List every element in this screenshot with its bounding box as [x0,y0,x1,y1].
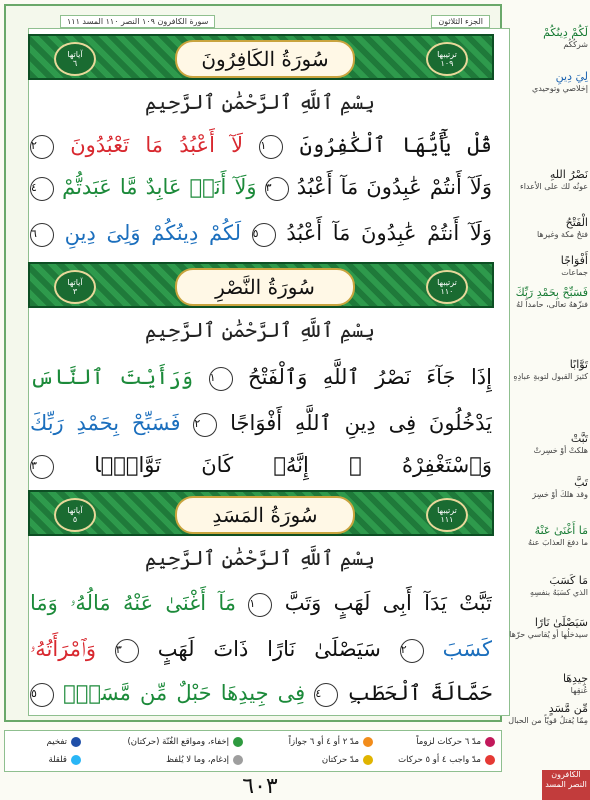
legend-dot [71,737,81,747]
surah-order-medal: ترتيبها ١٠٩ [426,42,468,76]
ayah-marker: ٢ [30,135,54,159]
page-number: ٦٠٣ [242,774,278,799]
legend-item: تفخيم [47,737,81,747]
legend-item: مدّ واجب ٤ أو ٥ حركات [398,755,495,765]
glossary-entry: أَفْوَاجًا جماعات [560,254,588,277]
verse-line: كَسَبَ ٢ سَيَصْلَىٰ نَارًا ذَاتَ لَهَبٍ ٣ وَٱمْرَأَتُهُۥ [30,637,492,661]
surah-banner-kafirun [28,34,494,80]
glossary-entry: تَوَّابًا كثيرَ القبول لتوبةِ عبادِهِ [513,358,588,381]
basmala: بِسْمِ ٱللَّهِ ٱلرَّحْمَٰنِ ٱلرَّحِيمِ [144,90,375,114]
ayat-count-medal: آياتها ٥ [54,498,96,532]
header-juz: الجزء الثلاثون [431,15,490,28]
legend-dot [233,755,243,765]
glossary-entry: نَصْرُ اللهِ عونُه لك على الأعداء [519,168,588,191]
glossary-entry: مِّن مَّسَدٍ مِمّا يُفتلُ قويّاً من الحبال [508,702,588,725]
surah-title: سُورَةُ النَّصْرِ [175,268,355,306]
ayah-marker: ٣ [30,455,54,479]
surah-title: سُورَةُ المَسَدِ [175,496,355,534]
header-surah-info: سورة الكافرون ١٠٩ النصر ١١٠ المسد ١١١ [60,15,215,28]
glossary-entry: مَا كَسَبَ الذي كسَبَهُ بنفسِهِ [530,574,588,597]
verse-line: وَلَآ أَنتُمْ عَٰبِدُونَ مَآ أَعْبُدُ ٣ وَلَآ أَنَا۠ عَابِدٌ مَّا عَبَدتُّمْ ٤ [31,175,492,199]
verse-line: قُلْ يَٰٓأَيُّهَا ٱلْكَٰفِرُونَ ١ لَآ أَعْبُدُ مَا تَعْبُدُونَ ٢ [31,133,492,157]
legend-dot [485,755,495,765]
ayah-marker: ٢ [193,413,217,437]
verse-line: إِذَا جَآءَ نَصْرُ ٱللَّهِ وَٱلْفَتْحُ ١ وَرَأَيْتَ ٱلنَّاسَ [30,365,492,389]
ayah-marker: ٥ [30,683,54,707]
verse-line: تَبَّتْ يَدَآ أَبِى لَهَبٍ وَتَبَّ ١ مَآ أَغْنَىٰ عَنْهُ مَالُهُۥ وَمَا [30,591,492,615]
glossary-entry: فَسَبِّحْ بِحَمْدِ رَبِّكَ فنزّههُ تعالى، حامداً لهُ [515,286,588,309]
ayat-count-medal: آياتها ٣ [54,270,96,304]
ayah-marker: ٤ [30,177,54,201]
ayat-count-medal: آياتها ٦ [54,42,96,76]
legend-item: مدّ ٢ أو ٤ أو ٦ جوازاً [289,737,373,747]
surah-title: سُورَةُ الكَافِرُونَ [175,40,355,78]
tajweed-legend [4,730,502,772]
verse-line: يَدْخُلُونَ فِى دِينِ ٱللَّهِ أَفْوَاجًا ٢ فَسَبِّحْ بِحَمْدِ رَبِّكَ [30,411,492,435]
legend-item: إدغام، وما لا يُلفظ [166,755,243,765]
glossary-entry: لِيَ دِينِ إخلاصي وتوحيدي [532,70,588,93]
ayah-marker: ٣ [265,177,289,201]
glossary-entry: سَيَصْلَىٰ نَارًا سيدخلُها أو يُقاسي حرّها [509,616,588,639]
ayah-marker: ٤ [314,683,338,707]
glossary-column [508,18,588,778]
surah-index-tab[interactable]: الكافرون النصر المسد [542,770,590,800]
legend-item: قلقلة [48,755,81,765]
legend-dot [363,755,373,765]
legend-dot [363,737,373,747]
ayah-marker: ٥ [252,223,276,247]
legend-item: مدّ ٦ حركات لزوماً [416,737,495,747]
legend-dot [233,737,243,747]
legend-item: إخفاء، ومواقع الغُنّة (حركتان) [127,737,243,747]
verse-line: حَمَّالَةَ ٱلْحَطَبِ ٤ فِى جِيدِهَا حَبْلٌ مِّن مَّسَدٍۭ ٥ [31,681,492,705]
glossary-entry: تَبَّ وقد هلكَ أوْ خسِرَ [532,476,588,499]
glossary-entry: جِيدِهَا عُنقِها [562,672,588,695]
glossary-entry: مَا أَغْنَىٰ عَنْهُ ما دفعَ العذابَ عنهُ [528,524,588,547]
basmala: بِسْمِ ٱللَّهِ ٱلرَّحْمَٰنِ ٱلرَّحِيمِ [144,546,375,570]
glossary-entry: لَكُمْ دِينُكُمْ شركُكُم [543,26,588,49]
surah-banner-nasr [28,262,494,308]
ayah-marker: ٢ [400,639,424,663]
ayah-marker: ٦ [30,223,54,247]
surah-banner-masad [28,490,494,536]
glossary-entry: تَبَّتْ هلكتْ أوْ خسِرتْ [533,432,588,455]
legend-dot [71,755,81,765]
legend-item: مدّ حركتان [322,755,373,765]
ayah-marker: ١ [259,135,283,159]
ayah-marker: ١ [209,367,233,391]
surah-order-medal: ترتيبها ١١١ [426,498,468,532]
page-header [60,11,490,31]
glossary-entry: الْفَتْحُ فتحُ مكة وغيرها [536,216,588,239]
legend-dot [485,737,495,747]
ayah-marker: ١ [248,593,272,617]
basmala: بِسْمِ ٱللَّهِ ٱلرَّحْمَٰنِ ٱلرَّحِيمِ [144,318,375,342]
verse-line: وَلَآ أَنتُمْ عَٰبِدُونَ مَآ أَعْبُدُ ٥ لَكُمْ دِينُكُمْ وَلِىَ دِينِ ٦ [31,221,492,245]
verse-line: وَٱسْتَغْفِرْهُ ۚ إِنَّهُۥ كَانَ تَوَّابًۢا ٣ [31,453,492,477]
ayah-marker: ٣ [115,639,139,663]
surah-order-medal: ترتيبها ١١٠ [426,270,468,304]
